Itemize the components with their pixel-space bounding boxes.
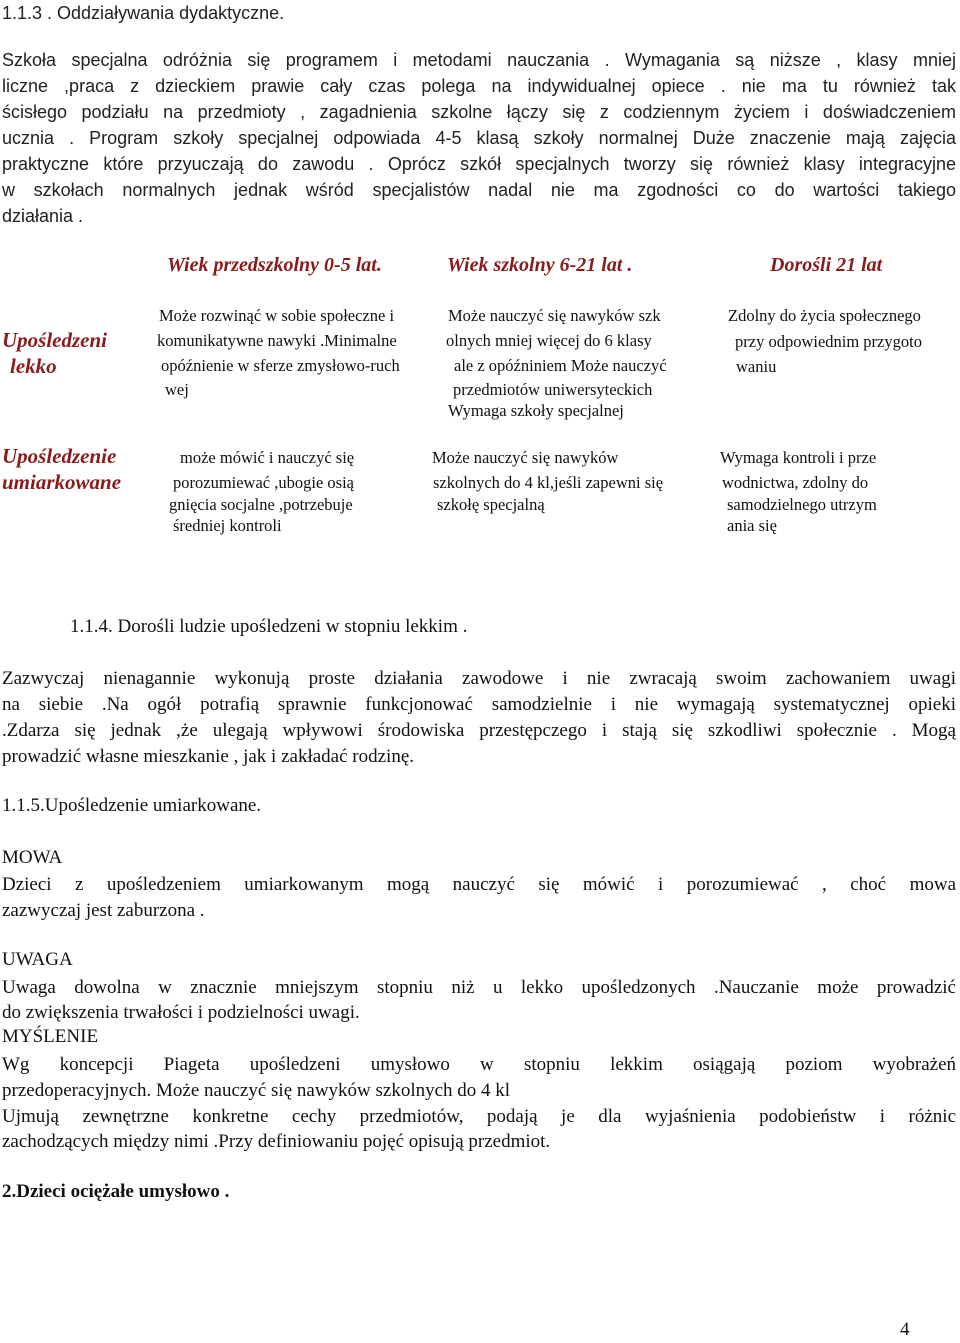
- row-label-mild: lekko: [10, 354, 57, 378]
- paragraph-line: zazwyczaj jest zaburzona .: [2, 900, 205, 921]
- section-heading-115: 1.1.5.Upośledzenie umiarkowane.: [2, 795, 262, 816]
- paragraph-line: Uwaga dowolna w znacznie mniejszym stopniu niż u lekko upośledzonych .Nauczanie może prowadzić: [2, 977, 956, 998]
- section-heading-113: 1.1.3 . Oddziaływania dydaktyczne.: [2, 3, 285, 23]
- cell-text: przy odpowiednim przygoto: [735, 332, 922, 351]
- subheading-myslenie: MYŚLENIE: [2, 1026, 99, 1047]
- subheading-uwaga: UWAGA: [2, 949, 73, 970]
- row-label-moderate: umiarkowane: [2, 470, 122, 494]
- paragraph-line: Szkoła specjalna odróżnia się programem i metodami nauczania . Wymagania są niższe , klasy mniej: [2, 50, 956, 70]
- cell-text: średniej kontroli: [173, 516, 282, 535]
- header-adults: Dorośli 21 lat: [770, 254, 883, 276]
- section-heading-2: 2.Dzieci ociężałe umysłowo .: [2, 1181, 230, 1202]
- row-label-mild: Upośledzeni: [2, 328, 107, 352]
- paragraph-line: na siebie .Na ogół potrafią sprawnie funkcjonować samodzielnie i nie wymagają systematycznej opieki: [2, 694, 956, 715]
- cell-text: Wymaga kontroli i prze: [720, 448, 877, 467]
- paragraph-line: liczne ,praca z dzieckiem prawie cały czas polega na indywidualnej opiece . nie ma tu również tak: [2, 76, 956, 96]
- row-label-moderate: Upośledzenie: [2, 444, 117, 468]
- paragraph-line: ucznia . Program szkoły specjalnej odpowiada 4-5 klasą szkoły normalnej Duże znaczenie mają zajęcia: [2, 128, 956, 148]
- cell-text: przedmiotów uniwersyteckich: [453, 380, 653, 399]
- cell-text: Może nauczyć się nawyków szk: [448, 306, 661, 325]
- paragraph-line: w szkołach normalnych jednak wśród specjalistów nadal nie ma zgodności co do wartości takiego: [2, 180, 956, 200]
- cell-text: ale z opóźniniem Może nauczyć: [454, 356, 667, 375]
- header-school-age: Wiek szkolny 6-21 lat .: [447, 254, 633, 276]
- cell-text: Może rozwinąć w sobie społeczne i: [159, 306, 395, 325]
- cell-text: Wymaga szkoły specjalnej: [448, 401, 624, 420]
- paragraph-line: .Zdarza się jednak ,że ulegają wpływowi środowiska przestępczego i stają się szkodliwi społecznie . Mogą: [2, 720, 956, 741]
- cell-text: wej: [165, 380, 189, 399]
- cell-text: szkolnych do 4 kl,jeśli zapewni się: [433, 473, 664, 492]
- paragraph-line: ścisłego podziału na przedmioty , zagadnienia szkolne łączy się z codziennym życiem i doświadczeniem: [2, 102, 956, 122]
- cell-text: wodnictwa, zdolny do: [722, 473, 869, 492]
- cell-text: samodzielnego utrzym: [727, 495, 877, 514]
- cell-text: ania się: [727, 516, 777, 535]
- cell-text: gnięcia socjalne ,potrzebuje: [169, 495, 353, 514]
- cell-text: opóźnienie w sferze zmysłowo-ruch: [161, 356, 400, 375]
- paragraph-line: przedoperacyjnych. Może nauczyć się nawyków szkolnych do 4 kl: [2, 1080, 511, 1101]
- paragraph-line: prowadzić własne mieszkanie , jak i zakładać rodzinę.: [2, 746, 415, 767]
- paragraph-line: zachodzących między nimi .Przy definiowaniu pojęć opisują przedmiot.: [2, 1131, 551, 1152]
- cell-text: Zdolny do życia społecznego: [728, 306, 921, 325]
- paragraph-line: Zazwyczaj nienagannie wykonują proste działania zawodowe i nie zwracają swoim zachowaniem uwagi: [2, 668, 956, 689]
- cell-text: komunikatywne nawyki .Minimalne: [157, 331, 397, 350]
- section-heading-114: 1.1.4. Dorośli ludzie upośledzeni w stopniu lekkim .: [70, 616, 468, 637]
- paragraph-line: Dzieci z upośledzeniem umiarkowanym mogą nauczyć się mówić i porozumiewać , choć mowa: [2, 874, 956, 895]
- page-number: 4: [900, 1319, 910, 1340]
- header-preschool: Wiek przedszkolny 0-5 lat.: [167, 254, 382, 276]
- cell-text: olnych mniej więcej do 6 klasy: [446, 331, 652, 350]
- cell-text: waniu: [736, 357, 777, 376]
- paragraph-line: praktyczne które przyuczają do zawodu . Oprócz szkół specjalnych tworzy się również klasy integracyjne: [2, 154, 956, 174]
- paragraph-line: Wg koncepcji Piageta upośledzeni umysłowo w stopniu lekkim osiągają poziom wyobrażeń: [2, 1054, 956, 1075]
- cell-text: Może nauczyć się nawyków: [432, 448, 619, 467]
- cell-text: szkołę specjalną: [437, 495, 545, 514]
- cell-text: porozumiewać ,ubogie osią: [173, 473, 354, 492]
- cell-text: może mówić i nauczyć się: [180, 448, 355, 467]
- subheading-mowa: MOWA: [2, 847, 63, 868]
- paragraph-line: Ujmują zewnętrzne konkretne cechy przedmiotów, podają je dla wyjaśnienia podobieństw i różnic: [2, 1106, 956, 1127]
- paragraph-line: działania .: [2, 206, 84, 226]
- paragraph-line: do zwiększenia trwałości i podzielności uwagi.: [2, 1002, 360, 1023]
